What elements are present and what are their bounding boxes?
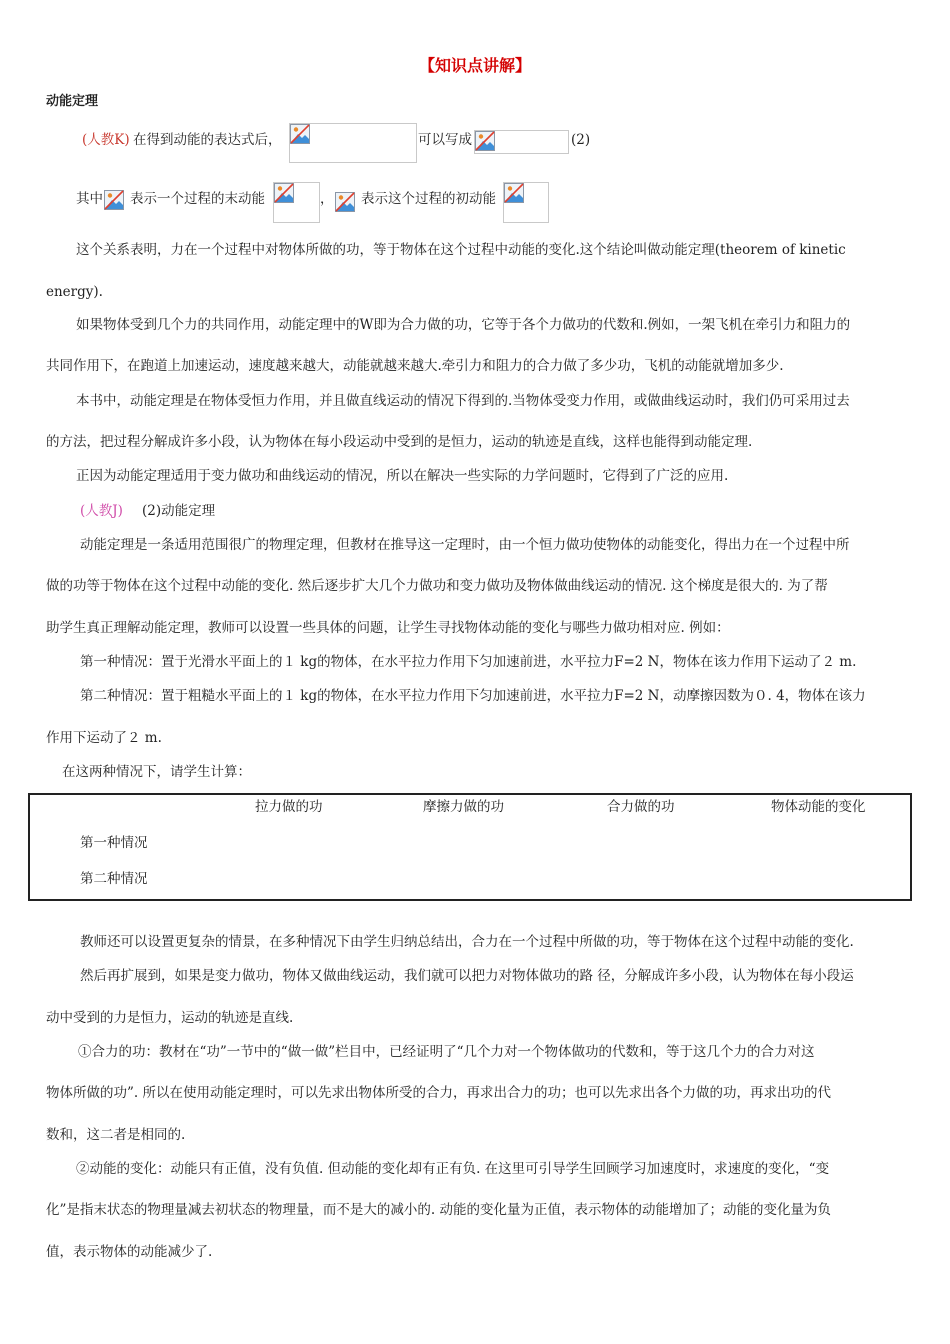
paragraph-line: 这个关系表明，力在一个过程中对物体所做的功，等于物体在这个过程中动能的变化.这个结论叫做动能定理(theorem of kinetic <box>76 242 846 258</box>
formula-middle-text: 可以写成 <box>418 132 472 148</box>
paragraph-line: 共同作用下，在跑道上加速运动，速度越来越大，动能就越来越大.牵引力和阻力的合力做了多少功，飞机的动能就增加多少. <box>46 358 784 374</box>
paragraph-line: 化”是指末状态的物理量减去初状态的物理量，而不是大的减小的. 动能的变化量为正值，表示物体的动能增加了；动能的变化量为负 <box>46 1202 831 1218</box>
where-text-2: 表示一个过程的末动能 <box>130 191 265 207</box>
broken-image-icon <box>475 131 495 151</box>
paragraph-line: 动中受到的力是恒力，运动的轨迹是直线. <box>46 1010 294 1026</box>
table-intro: 在这两种情况下，请学生计算： <box>62 764 251 780</box>
table-header-cell: 合力做的功 <box>607 799 675 815</box>
paragraph-line: 然后再扩展到，如果是变力做功，物体又做曲线运动，我们就可以把力对物体做功的路 径，分解成许多小段，认为物体在每小段运 <box>80 968 854 984</box>
where-text-3: 表示这个过程的初动能 <box>361 191 496 207</box>
paragraph-line: 数和，这二者是相同的. <box>46 1127 186 1143</box>
case-two-text: 第二种情况：置于粗糙水平面上的１ kg的物体，在水平拉力作用下匀加速前进，水平拉力F=2 N，动摩擦因数为０. 4，物体在该力 <box>80 688 866 704</box>
paragraph-line: 物体所做的功”. 所以在使用动能定理时，可以先求出物体所受的合力，再求出合力的功；也可以先求出各个力做的功，再求出功的代 <box>46 1085 831 1101</box>
case-two-text-cont: 作用下运动了２ m. <box>46 730 162 746</box>
table-header-cell: 物体动能的变化 <box>771 799 866 815</box>
paragraph-line: 动能定理是一条适用范围很广的物理定理，但教材在推导这一定理时，由一个恒力做功使物体的动能变化，得出力在一个过程中所 <box>80 537 850 553</box>
paragraph-line: 做的功等于物体在这个过程中动能的变化. 然后逐步扩大几个力做功和变力做功及物体做曲线运动的情况. 这个梯度是很大的. 为了帮 <box>46 578 828 594</box>
table-row-label: 第二种情况 <box>80 871 148 887</box>
table-header-cell: 摩擦力做的功 <box>423 799 504 815</box>
where-text-1: 其中 <box>76 191 103 207</box>
paragraph-line: 如果物体受到几个力的共同作用，动能定理中的W即为合力做的功，它等于各个力做功的代数和.例如，一架飞机在牵引力和阻力的 <box>76 317 851 333</box>
paragraph-line: 值，表示物体的动能减少了. <box>46 1244 213 1260</box>
broken-image-icon <box>504 183 524 203</box>
broken-image-icon <box>274 183 294 203</box>
broken-image-icon <box>290 124 310 144</box>
paragraph-line: energy). <box>46 284 103 300</box>
source-tag-2: (人教J) <box>80 503 123 519</box>
formula-intro-text: 在得到动能的表达式后， <box>133 132 282 148</box>
broken-image-icon <box>104 190 124 210</box>
source-tag: (人教K) <box>82 132 130 148</box>
paragraph-line: ①合力的功：教材在“功”一节中的“做一做”栏目中，已经证明了“几个力对一个物体做功的代数和，等于这几个力的合力对这 <box>78 1044 815 1060</box>
page-title: 【知识点讲解】 <box>418 56 531 75</box>
paragraph-line: 正因为动能定理适用于变力做功和曲线运动的情况，所以在解决一些实际的力学问题时，它得到了广泛的应用. <box>76 468 729 484</box>
case-one-text: 第一种情况：置于光滑水平面上的１ kg的物体，在水平拉力作用下匀加速前进，水平拉力F=2 N，物体在该力作用下运动了２ m. <box>80 654 857 670</box>
table-row-label: 第一种情况 <box>80 835 148 851</box>
paragraph-line: 的方法，把过程分解成许多小段，认为物体在每小段运动中受到的是恒力，运动的轨迹是直线，这样也能得到动能定理. <box>46 434 753 450</box>
paragraph-line: 本书中，动能定理是在物体受恒力作用，并且做直线运动的情况下得到的.当物体受变力作用，或做曲线运动时，我们仍可采用过去 <box>76 393 850 409</box>
where-comma: ， <box>320 191 334 207</box>
paragraph-line: 教师还可以设置更复杂的情景，在多种情况下由学生归纳总结出，合力在一个过程中所做的功，等于物体在这个过程中动能的变化. <box>80 934 854 950</box>
equation-number: (2) <box>571 132 591 148</box>
paragraph-line: ②动能的变化：动能只有正值，没有负值. 但动能的变化却有正有负. 在这里可引导学生回顾学习加速度时，求速度的变化，“变 <box>76 1161 830 1177</box>
subsection-heading: (2)动能定理 <box>142 503 216 519</box>
table-header-cell: 拉力做的功 <box>255 799 323 815</box>
broken-image-icon <box>335 192 355 212</box>
paragraph-line: 助学生真正理解动能定理，教师可以设置一些具体的问题，让学生寻找物体动能的变化与哪些力做功相对应. 例如： <box>46 620 730 636</box>
section-heading: 动能定理 <box>46 94 99 109</box>
